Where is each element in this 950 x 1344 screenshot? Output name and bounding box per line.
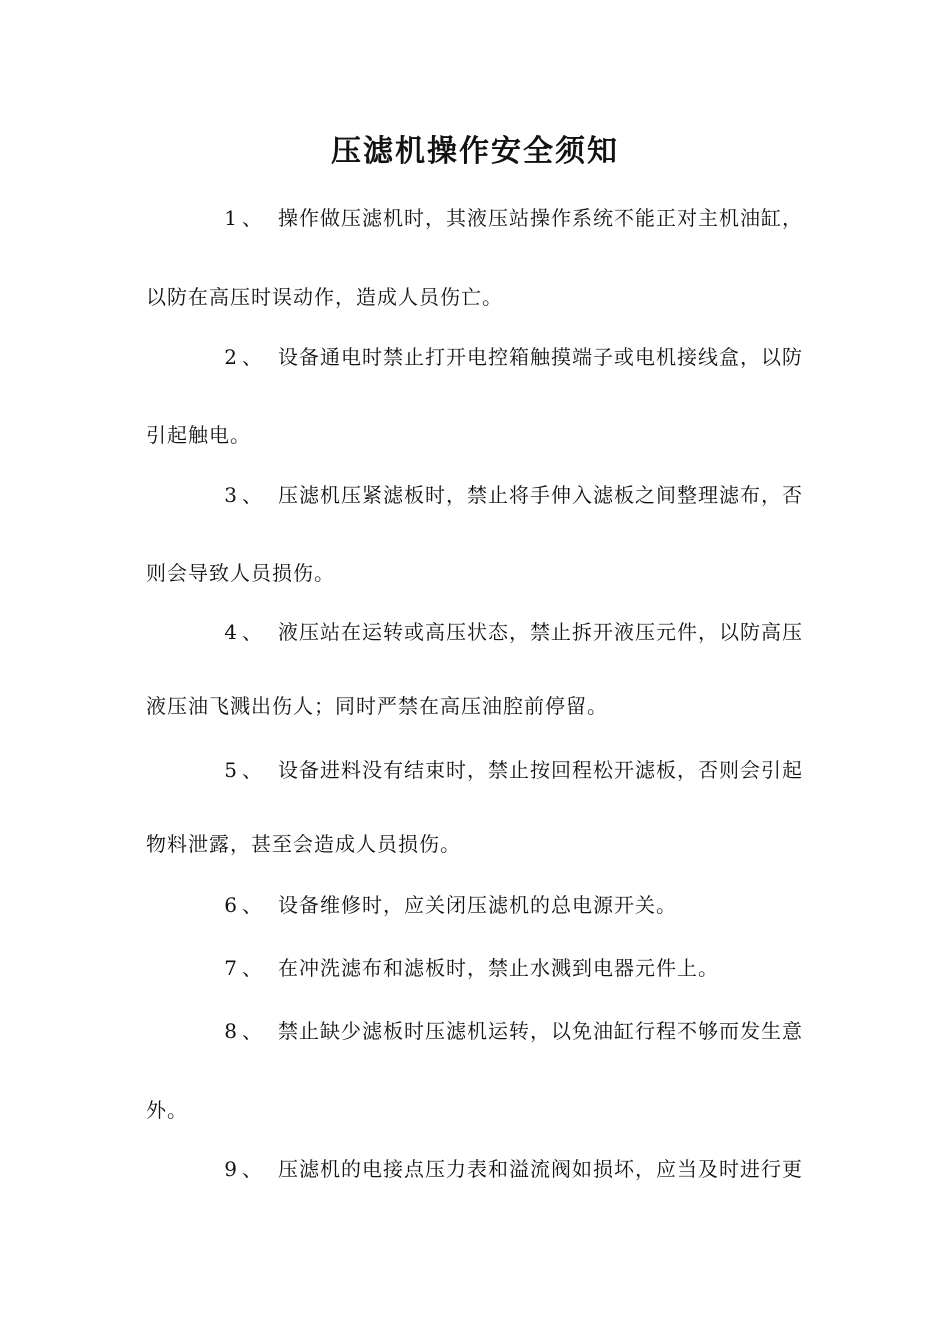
item-number: 7 — [224, 956, 238, 980]
item-number: 5 — [224, 758, 238, 782]
item-number: 8 — [224, 1019, 238, 1043]
item-number: 3 — [224, 483, 238, 507]
item-text: 设备进料没有结束时，禁止按回程松开滤板，否则会引起 — [278, 758, 803, 782]
document-title: 压滤机操作安全须知 — [331, 134, 619, 169]
item-7-line-1 — [146, 952, 806, 984]
item-2-line-2: 引起触电。 — [146, 423, 251, 447]
item-9-line-1 — [146, 1153, 806, 1185]
item-6-line-1 — [146, 889, 806, 921]
item-5-line-2: 物料泄露，甚至会造成人员损伤。 — [146, 832, 461, 856]
item-number: 9 — [224, 1157, 238, 1181]
item-5-line-1 — [146, 754, 806, 786]
item-number: 1 — [224, 206, 238, 230]
item-8-line-1 — [146, 1015, 806, 1047]
item-separator: 、 — [242, 1157, 263, 1181]
item-1-line-1 — [146, 202, 806, 234]
item-separator: 、 — [242, 206, 263, 230]
item-number: 6 — [224, 893, 238, 917]
item-number: 4 — [224, 620, 238, 644]
item-text: 压滤机的电接点压力表和溢流阀如损坏，应当及时进行更 — [278, 1157, 803, 1181]
item-separator: 、 — [242, 893, 263, 917]
item-text: 在冲洗滤布和滤板时，禁止水溅到电器元件上。 — [278, 956, 719, 980]
item-number: 2 — [224, 345, 238, 369]
item-3-line-1 — [146, 479, 806, 511]
item-text: 操作做压滤机时，其液压站操作系统不能正对主机油缸， — [278, 206, 803, 230]
item-2-line-1 — [146, 341, 806, 373]
item-4-line-2: 液压油飞溅出伤人；同时严禁在高压油腔前停留。 — [146, 694, 608, 718]
item-text: 液压站在运转或高压状态，禁止拆开液压元件，以防高压 — [278, 620, 803, 644]
item-8-line-2: 外。 — [146, 1098, 188, 1122]
item-1-line-2: 以防在高压时误动作，造成人员伤亡。 — [146, 285, 503, 309]
item-text: 设备维修时，应关闭压滤机的总电源开关。 — [278, 893, 677, 917]
item-separator: 、 — [242, 956, 263, 980]
item-separator: 、 — [242, 758, 263, 782]
item-4-line-1 — [146, 616, 806, 648]
item-separator: 、 — [242, 1019, 263, 1043]
item-text: 禁止缺少滤板时压滤机运转，以免油缸行程不够而发生意 — [278, 1019, 803, 1043]
item-separator: 、 — [242, 483, 263, 507]
item-text: 设备通电时禁止打开电控箱触摸端子或电机接线盒，以防 — [278, 345, 803, 369]
item-separator: 、 — [242, 345, 263, 369]
item-separator: 、 — [242, 620, 263, 644]
item-text: 压滤机压紧滤板时，禁止将手伸入滤板之间整理滤布，否 — [278, 483, 803, 507]
item-3-line-2: 则会导致人员损伤。 — [146, 561, 335, 585]
